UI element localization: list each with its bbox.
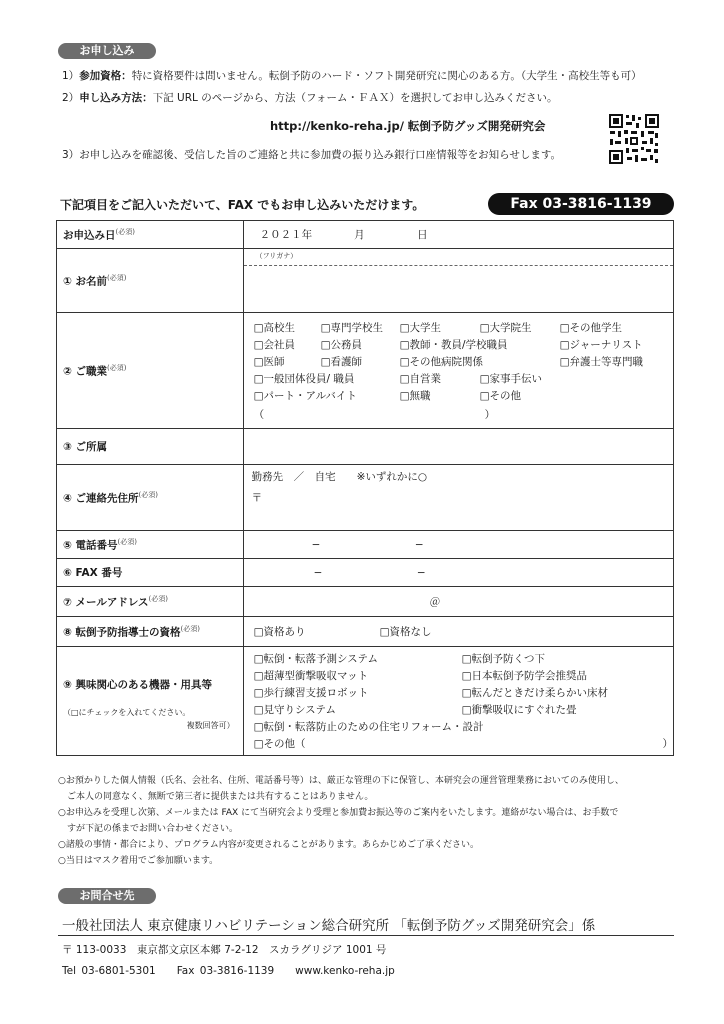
date-label: お申込み日$^{(必須)}$ — [57, 221, 244, 249]
contact-organization: 一般社団法人 東京健康リハビリテーション総合研究所 「転倒予防グッズ開発研究会」係 — [62, 918, 596, 934]
interest-option[interactable]: □衝撃吸収にすぐれた畳 — [461, 704, 577, 716]
address-type-note: 勤務先 ／ 自宅 ※いずれかに○ — [251, 471, 428, 483]
qualification-field — [243, 617, 673, 647]
interest-option[interactable]: □転倒予防くつ下 — [461, 653, 545, 665]
affiliation-field[interactable] — [243, 429, 673, 465]
apply-line-label: 参加資格： — [79, 70, 132, 82]
email-at-mark: ＠ — [429, 596, 441, 608]
note-line: ○お預かりした個人情報（氏名、会社名、住所、電話番号等）は、厳正な管理の下に保管し、本研究会の運営管理業務においてのみ使用し、 — [58, 776, 624, 786]
job-label: ② ご職業$^{(必須)}$ — [57, 313, 244, 429]
job-option[interactable]: □会社員 — [253, 338, 295, 351]
job-option[interactable]: □公務員 — [320, 338, 362, 351]
contact-header-badge: お問合せ先 — [58, 888, 156, 904]
contact-tel-fax-web: Tel 03-6801-5301 Fax 03-3816-1139 www.kenko-reha.jp — [62, 965, 395, 977]
fax-number-badge: Fax 03-3816-1139 — [488, 193, 674, 215]
job-option[interactable]: □無職 — [399, 389, 431, 402]
job-option[interactable]: □一般団体役員/ 職員 — [253, 372, 355, 385]
note-line: ○お申込みを受理し次第、メールまたは FAX にて当研究会より受理と参加費お振込等のご案内をいたします。連絡がない場合は、お手数で — [58, 808, 619, 818]
qr-code-icon — [608, 113, 660, 165]
apply-line-text: 下記 URL のページから、方法（フォーム・ＦＡＸ）を選択してお申し込みください。 — [152, 92, 558, 104]
qualification-no-checkbox[interactable]: □資格なし — [379, 626, 432, 638]
registration-url[interactable]: http://kenko-reha.jp/ 転倒予防グッズ開発研究会 — [270, 119, 546, 133]
job-other-input[interactable]: （ ） — [253, 408, 496, 421]
interest-option[interactable]: □見守りシステム — [253, 704, 336, 716]
interest-option-reform[interactable]: □転倒・転落防止のための住宅リフォーム・設計 — [253, 721, 484, 733]
note-line: ご本人の同意なく、無断で第三者に提供または共有することはありません。 — [58, 792, 374, 802]
job-field — [243, 313, 673, 429]
job-option[interactable]: □その他病院関係 — [399, 355, 483, 368]
apply-line-number: 3） — [62, 149, 80, 161]
job-option[interactable]: □専門学校生 — [320, 321, 383, 334]
job-option[interactable]: □医師 — [253, 355, 285, 368]
fax-label: ⑥ FAX 番号 — [57, 559, 244, 587]
apply-header-badge: お申し込み — [58, 43, 156, 59]
apply-line-2 — [62, 90, 557, 105]
name-label: ① お名前$^{(必須)}$ — [57, 249, 244, 313]
job-option[interactable]: □高校生 — [253, 321, 295, 334]
date-value: ２０２１年 月 日 — [259, 229, 428, 241]
apply-line-text: お申し込みを確認後、受信した旨のご連絡と共に参加費の振り込み銀行口座情報等をお知らせします。 — [79, 149, 562, 161]
job-option[interactable]: □パート・アルバイト — [253, 389, 357, 402]
job-option[interactable]: □大学院生 — [479, 321, 532, 334]
job-option[interactable] — [321, 388, 400, 403]
interest-option[interactable]: □転倒・転落予測システム — [253, 653, 378, 665]
postal-mark: 〒 — [251, 492, 263, 504]
job-option[interactable]: □弁護士等専門職 — [559, 355, 643, 368]
job-option[interactable]: □大学生 — [399, 321, 441, 334]
interest-option[interactable]: □歩行練習支援ロボット — [253, 687, 369, 699]
fax-instruction: 下記項目をご記入いただいて、FAX でもお申し込みいただけます。 — [60, 198, 425, 212]
interest-option-other[interactable]: □その他（ ） — [253, 738, 673, 750]
qualification-label: ⑧ 転倒予防指導士の資格$^{(必須)}$ — [57, 617, 244, 647]
note-line: ○諸般の事情・都合により、プログラム内容が変更されることがあります。あらかじめご了承ください。 — [58, 840, 480, 850]
apply-line-1 — [62, 68, 642, 83]
privacy-notes — [58, 773, 678, 869]
job-option[interactable]: □教師・教員/学校職員 — [399, 338, 508, 351]
note-line: すが下記の係までお問い合わせください。 — [58, 824, 239, 834]
interest-label: ⑨ 興味関心のある機器・用具等 （□にチェックを入れてください。 複数回答可） — [57, 647, 244, 756]
job-option[interactable] — [560, 388, 655, 403]
contact-address: 〒 113-0033 東京都文京区本郷 7-2-12 スカラグリジア 1001 号 — [62, 944, 387, 956]
apply-line-number: 1） — [62, 70, 80, 82]
date-field[interactable] — [243, 221, 673, 249]
job-option[interactable] — [480, 354, 560, 369]
interest-option[interactable]: □超薄型衝撃吸収マット — [253, 670, 369, 682]
job-option[interactable]: □その他 — [479, 389, 521, 402]
furigana-label: （フリガナ） — [244, 249, 673, 266]
qualification-yes-checkbox[interactable]: □資格あり — [253, 626, 306, 638]
job-option[interactable]: □家事手伝い — [479, 372, 542, 385]
address-label: ④ ご連絡先住所$^{(必須)}$ — [57, 465, 244, 531]
job-option[interactable]: □その他学生 — [559, 321, 622, 334]
affiliation-label: ③ ご所属 — [57, 429, 244, 465]
job-option[interactable]: □看護師 — [320, 355, 362, 368]
phone-separators: − − — [311, 539, 424, 551]
email-label: ⑦ メールアドレス$^{(必須)}$ — [57, 587, 244, 617]
interest-field — [243, 647, 673, 756]
apply-line-text: 特に資格要件は問いません。転倒予防のハード・ソフト開発研究に関心のある方。（大学生・高校生等も可） — [131, 70, 642, 82]
phone-field[interactable] — [243, 531, 673, 559]
apply-line-label: 申し込み方法： — [79, 92, 153, 104]
job-option[interactable] — [480, 337, 560, 352]
interest-option[interactable]: □転んだときだけ柔らかい床材 — [461, 687, 608, 699]
interest-note: （□にチェックを入れてください。 複数回答可） — [63, 707, 235, 730]
job-option[interactable] — [560, 371, 655, 386]
fax-separators: − − — [313, 567, 426, 579]
application-form — [56, 220, 674, 756]
apply-line-number: 2） — [62, 92, 80, 104]
fax-field[interactable] — [243, 559, 673, 587]
contact-divider — [58, 935, 674, 936]
name-field[interactable] — [243, 249, 673, 313]
job-option[interactable] — [321, 371, 400, 386]
email-field[interactable] — [243, 587, 673, 617]
apply-line-3 — [62, 147, 561, 162]
note-line: ○当日はマスク着用でご参加願います。 — [58, 856, 219, 866]
job-option[interactable]: □ジャーナリスト — [559, 338, 643, 351]
interest-option[interactable]: □日本転倒予防学会推奨品 — [461, 670, 587, 682]
phone-label: ⑤ 電話番号$^{(必須)}$ — [57, 531, 244, 559]
address-field[interactable] — [243, 465, 673, 531]
job-option[interactable]: □自営業 — [399, 372, 441, 385]
